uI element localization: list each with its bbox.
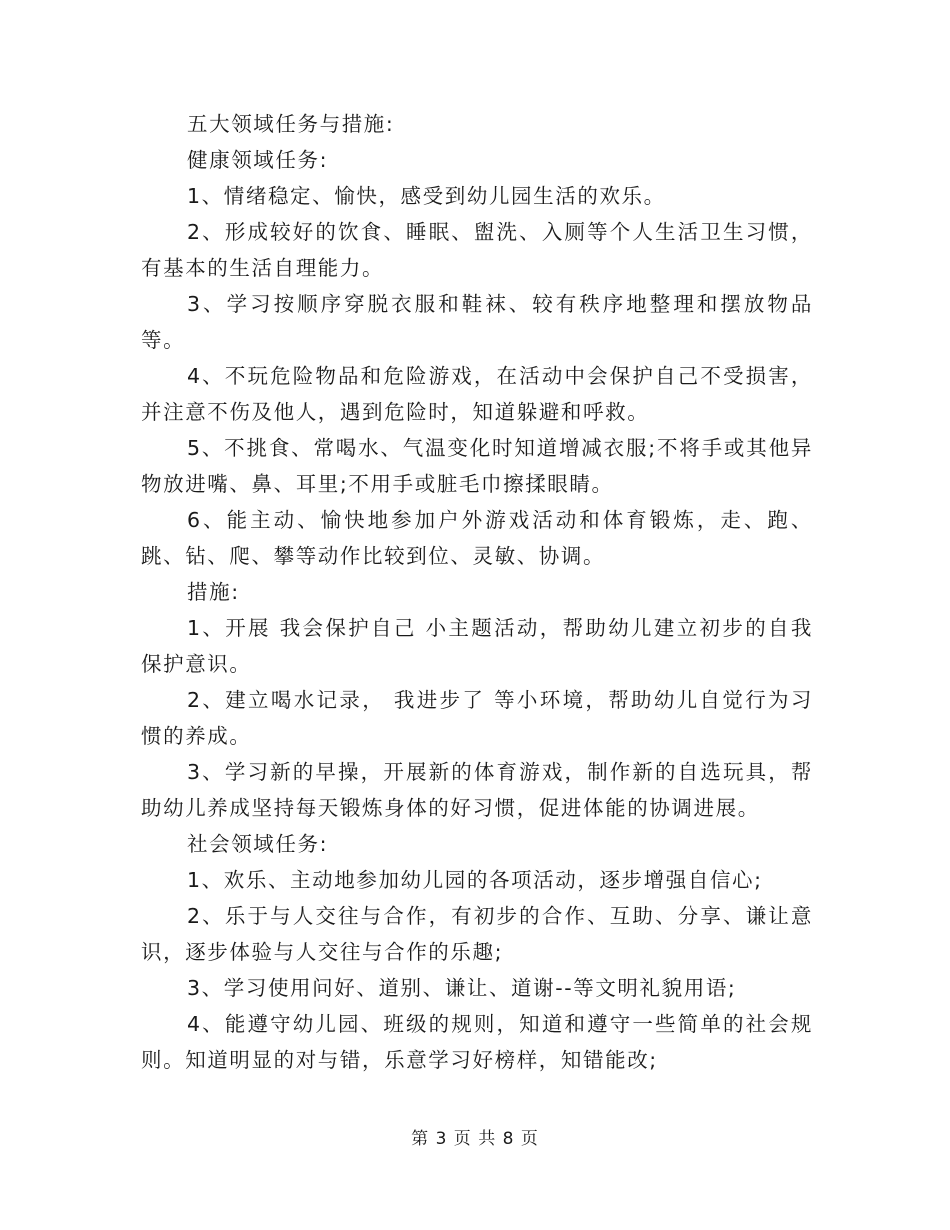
section-heading-health-tasks: 健康领域任务: xyxy=(187,148,329,172)
health-task-item: 5、不挑食、常喝水、气温变化时知道增减衣服;不将手或其他异物放进嘴、鼻、耳里;不用手或脏毛巾擦揉眼睛。 xyxy=(141,436,813,496)
social-task-item: 1、欢乐、主动地参加幼儿园的各项活动，逐步增强自信心; xyxy=(187,868,763,892)
health-task-item: 2、形成较好的饮食、睡眠、盥洗、入厕等个人生活卫生习惯，有基本的生活自理能力。 xyxy=(141,220,813,280)
measure-item: 2、建立喝水记录， 我进步了 等小环境，帮助幼儿自觉行为习惯的养成。 xyxy=(141,688,813,748)
document-body xyxy=(141,106,813,1078)
health-task-item: 4、不玩危险物品和危险游戏，在活动中会保护自己不受损害，并注意不伤及他人，遇到危险时，知道躲避和呼救。 xyxy=(141,364,813,424)
social-task-item: 4、能遵守幼儿园、班级的规则，知道和遵守一些简单的社会规则。知道明显的对与错，乐意学习好榜样，知错能改; xyxy=(141,1012,813,1072)
page-number-footer: 第 3 页 共 8 页 xyxy=(411,1129,539,1149)
health-task-item: 1、情绪稳定、愉快，感受到幼儿园生活的欢乐。 xyxy=(187,184,666,208)
health-task-item: 3、学习按顺序穿脱衣服和鞋袜、较有秩序地整理和摆放物品等。 xyxy=(141,292,813,352)
health-task-item: 6、能主动、愉快地参加户外游戏活动和体育锻炼，走、跑、跳、钻、爬、攀等动作比较到位、灵敏、协调。 xyxy=(141,508,813,568)
section-heading-overview: 五大领域任务与措施: xyxy=(187,112,395,136)
social-task-item: 3、学习使用问好、道别、谦让、道谢--等文明礼貌用语; xyxy=(187,976,737,1000)
measure-item: 1、开展 我会保护自己 小主题活动，帮助幼儿建立初步的自我保护意识。 xyxy=(141,616,813,676)
social-task-item: 2、乐于与人交往与合作，有初步的合作、互助、分享、谦让意识，逐步体验与人交往与合作的乐趣; xyxy=(141,904,813,964)
section-heading-social-tasks: 社会领域任务: xyxy=(187,832,329,856)
measure-item: 3、学习新的早操，开展新的体育游戏，制作新的自选玩具，帮助幼儿养成坚持每天锻炼身体的好习惯，促进体能的协调进展。 xyxy=(141,760,813,820)
section-heading-measures: 措施: xyxy=(187,580,240,604)
